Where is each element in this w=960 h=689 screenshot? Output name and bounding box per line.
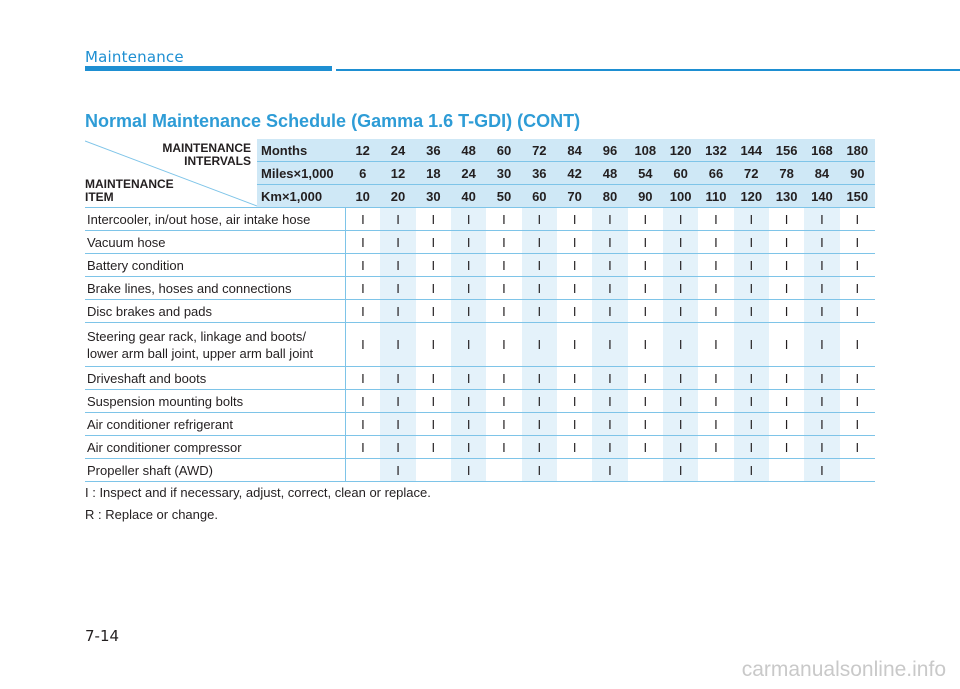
schedule-mark: I xyxy=(380,436,415,459)
schedule-mark: I xyxy=(628,323,663,367)
schedule-mark: I xyxy=(416,300,451,323)
schedule-mark: I xyxy=(451,254,486,277)
schedule-mark: I xyxy=(769,231,804,254)
schedule-mark xyxy=(698,459,733,482)
schedule-mark: I xyxy=(380,390,415,413)
schedule-mark: I xyxy=(592,208,627,231)
schedule-mark: I xyxy=(592,413,627,436)
schedule-mark: I xyxy=(628,277,663,300)
schedule-mark: I xyxy=(628,231,663,254)
schedule-mark: I xyxy=(804,413,839,436)
schedule-mark: I xyxy=(804,300,839,323)
interval-value: 50 xyxy=(486,185,521,208)
schedule-mark: I xyxy=(628,208,663,231)
schedule-mark: I xyxy=(628,390,663,413)
legend-note-inspect: I : Inspect and if necessary, adjust, correct, clean or replace. xyxy=(85,485,431,500)
schedule-mark: I xyxy=(345,277,380,300)
schedule-mark: I xyxy=(486,323,521,367)
corner-item-line: MAINTENANCE xyxy=(85,177,174,191)
maintenance-item-row xyxy=(85,254,875,277)
schedule-mark: I xyxy=(486,277,521,300)
schedule-mark: I xyxy=(698,413,733,436)
schedule-mark: I xyxy=(451,459,486,482)
schedule-mark: I xyxy=(486,254,521,277)
interval-value: 30 xyxy=(486,162,521,185)
schedule-mark: I xyxy=(663,208,698,231)
schedule-mark: I xyxy=(486,436,521,459)
interval-value: 60 xyxy=(522,185,557,208)
schedule-mark: I xyxy=(451,390,486,413)
interval-value: 12 xyxy=(345,139,380,162)
schedule-mark: I xyxy=(734,436,769,459)
maintenance-item-name: Driveshaft and boots xyxy=(85,367,345,390)
header-rule-thin xyxy=(336,69,960,71)
schedule-mark: I xyxy=(557,413,592,436)
interval-value: 42 xyxy=(557,162,592,185)
schedule-mark: I xyxy=(522,413,557,436)
schedule-mark: I xyxy=(486,390,521,413)
interval-value: 144 xyxy=(734,139,769,162)
schedule-mark: I xyxy=(734,367,769,390)
maintenance-item-row xyxy=(85,277,875,300)
schedule-mark: I xyxy=(557,208,592,231)
interval-value: 90 xyxy=(840,162,875,185)
header-corner-cell xyxy=(85,139,257,208)
interval-unit-label: Km×1,000 xyxy=(257,185,345,208)
interval-header-row xyxy=(85,139,875,162)
interval-value: 60 xyxy=(663,162,698,185)
schedule-mark: I xyxy=(345,367,380,390)
schedule-mark: I xyxy=(451,277,486,300)
schedule-mark: I xyxy=(734,254,769,277)
schedule-mark: I xyxy=(840,300,875,323)
schedule-mark: I xyxy=(486,413,521,436)
schedule-mark: I xyxy=(840,436,875,459)
schedule-mark: I xyxy=(663,459,698,482)
schedule-mark: I xyxy=(451,413,486,436)
schedule-mark xyxy=(840,459,875,482)
interval-value: 24 xyxy=(380,139,415,162)
schedule-mark: I xyxy=(628,254,663,277)
schedule-mark: I xyxy=(769,436,804,459)
schedule-mark: I xyxy=(345,231,380,254)
interval-value: 70 xyxy=(557,185,592,208)
interval-unit-label: Months xyxy=(257,139,345,162)
schedule-mark: I xyxy=(698,208,733,231)
schedule-mark: I xyxy=(486,300,521,323)
schedule-mark: I xyxy=(416,208,451,231)
schedule-mark: I xyxy=(663,390,698,413)
maintenance-item-name: Air conditioner refrigerant xyxy=(85,413,345,436)
schedule-mark: I xyxy=(698,300,733,323)
maintenance-item-name: Battery condition xyxy=(85,254,345,277)
maintenance-item-row xyxy=(85,323,875,367)
schedule-mark: I xyxy=(628,367,663,390)
interval-value: 36 xyxy=(522,162,557,185)
corner-intervals-line: MAINTENANCE xyxy=(162,141,252,155)
interval-value: 12 xyxy=(380,162,415,185)
maintenance-schedule-table xyxy=(85,139,875,482)
schedule-mark: I xyxy=(380,208,415,231)
schedule-title: Normal Maintenance Schedule (Gamma 1.6 T-GDI) (CONT) xyxy=(85,111,581,131)
schedule-mark: I xyxy=(804,231,839,254)
maintenance-item-row xyxy=(85,208,875,231)
corner-intervals-label xyxy=(162,142,251,168)
schedule-mark xyxy=(486,459,521,482)
schedule-mark: I xyxy=(380,367,415,390)
maintenance-item-name: Steering gear rack, linkage and boots/ lower arm ball joint, upper arm ball joint xyxy=(85,323,345,367)
schedule-mark: I xyxy=(380,254,415,277)
schedule-mark: I xyxy=(804,390,839,413)
interval-value: 54 xyxy=(628,162,663,185)
interval-value: 36 xyxy=(416,139,451,162)
schedule-mark: I xyxy=(734,300,769,323)
interval-value: 48 xyxy=(451,139,486,162)
schedule-mark: I xyxy=(557,323,592,367)
schedule-mark xyxy=(416,459,451,482)
interval-value: 90 xyxy=(628,185,663,208)
schedule-mark: I xyxy=(451,300,486,323)
schedule-mark: I xyxy=(380,277,415,300)
schedule-mark: I xyxy=(663,254,698,277)
interval-value: 10 xyxy=(345,185,380,208)
schedule-mark: I xyxy=(804,459,839,482)
schedule-mark: I xyxy=(522,254,557,277)
schedule-mark: I xyxy=(557,231,592,254)
schedule-mark: I xyxy=(345,413,380,436)
schedule-mark: I xyxy=(663,323,698,367)
schedule-mark: I xyxy=(557,436,592,459)
interval-value: 180 xyxy=(840,139,875,162)
schedule-mark: I xyxy=(734,277,769,300)
schedule-mark: I xyxy=(804,277,839,300)
schedule-mark: I xyxy=(557,300,592,323)
maintenance-item-name: Propeller shaft (AWD) xyxy=(85,459,345,482)
interval-value: 72 xyxy=(734,162,769,185)
interval-value: 66 xyxy=(698,162,733,185)
schedule-mark: I xyxy=(734,459,769,482)
schedule-mark: I xyxy=(416,367,451,390)
schedule-mark: I xyxy=(769,277,804,300)
interval-value: 156 xyxy=(769,139,804,162)
schedule-mark: I xyxy=(380,231,415,254)
interval-value: 48 xyxy=(592,162,627,185)
schedule-mark: I xyxy=(557,277,592,300)
schedule-mark: I xyxy=(769,300,804,323)
interval-value: 60 xyxy=(486,139,521,162)
schedule-mark: I xyxy=(345,323,380,367)
schedule-mark: I xyxy=(769,323,804,367)
schedule-mark: I xyxy=(557,390,592,413)
maintenance-item-name: Vacuum hose xyxy=(85,231,345,254)
maintenance-item-name: Brake lines, hoses and connections xyxy=(85,277,345,300)
interval-value: 120 xyxy=(734,185,769,208)
schedule-mark: I xyxy=(592,459,627,482)
schedule-mark: I xyxy=(663,231,698,254)
schedule-mark: I xyxy=(345,208,380,231)
schedule-mark: I xyxy=(451,367,486,390)
schedule-mark: I xyxy=(592,436,627,459)
schedule-mark: I xyxy=(592,390,627,413)
schedule-mark: I xyxy=(451,231,486,254)
interval-value: 80 xyxy=(592,185,627,208)
schedule-mark: I xyxy=(840,231,875,254)
schedule-mark xyxy=(345,459,380,482)
interval-value: 100 xyxy=(663,185,698,208)
schedule-mark: I xyxy=(734,323,769,367)
schedule-mark: I xyxy=(592,367,627,390)
schedule-mark: I xyxy=(345,300,380,323)
schedule-mark: I xyxy=(804,208,839,231)
maintenance-item-row xyxy=(85,367,875,390)
schedule-mark: I xyxy=(840,390,875,413)
schedule-mark: I xyxy=(451,208,486,231)
schedule-mark: I xyxy=(663,277,698,300)
schedule-body xyxy=(85,139,875,482)
schedule-mark: I xyxy=(698,323,733,367)
corner-item-label xyxy=(85,178,174,204)
schedule-mark: I xyxy=(840,367,875,390)
schedule-mark: I xyxy=(345,436,380,459)
schedule-mark: I xyxy=(451,323,486,367)
schedule-mark: I xyxy=(416,277,451,300)
schedule-mark: I xyxy=(840,323,875,367)
interval-value: 72 xyxy=(522,139,557,162)
schedule-mark: I xyxy=(663,367,698,390)
schedule-mark: I xyxy=(345,390,380,413)
schedule-mark: I xyxy=(416,231,451,254)
schedule-mark: I xyxy=(522,323,557,367)
schedule-mark: I xyxy=(592,277,627,300)
schedule-mark: I xyxy=(416,390,451,413)
interval-value: 96 xyxy=(592,139,627,162)
section-label: Maintenance xyxy=(85,48,184,66)
schedule-mark: I xyxy=(698,277,733,300)
schedule-mark: I xyxy=(769,254,804,277)
interval-value: 168 xyxy=(804,139,839,162)
maintenance-item-row xyxy=(85,390,875,413)
interval-value: 30 xyxy=(416,185,451,208)
interval-value: 132 xyxy=(698,139,733,162)
schedule-mark: I xyxy=(522,277,557,300)
schedule-mark: I xyxy=(592,231,627,254)
schedule-mark: I xyxy=(804,323,839,367)
schedule-mark: I xyxy=(734,413,769,436)
schedule-mark: I xyxy=(592,323,627,367)
schedule-mark: I xyxy=(451,436,486,459)
maintenance-item-name: Intercooler, in/out hose, air intake hose xyxy=(85,208,345,231)
maintenance-item-name: Air conditioner compressor xyxy=(85,436,345,459)
header-rule-thick xyxy=(85,66,332,71)
schedule-mark: I xyxy=(840,413,875,436)
corner-intervals-line: INTERVALS xyxy=(184,154,252,168)
schedule-mark: I xyxy=(698,390,733,413)
schedule-mark: I xyxy=(416,323,451,367)
schedule-mark: I xyxy=(522,300,557,323)
maintenance-item-row xyxy=(85,231,875,254)
schedule-mark: I xyxy=(840,254,875,277)
schedule-mark: I xyxy=(734,208,769,231)
interval-value: 110 xyxy=(698,185,733,208)
corner-item-line: ITEM xyxy=(85,190,114,204)
schedule-mark: I xyxy=(628,300,663,323)
interval-value: 78 xyxy=(769,162,804,185)
schedule-mark: I xyxy=(734,231,769,254)
schedule-mark: I xyxy=(416,254,451,277)
schedule-mark: I xyxy=(804,254,839,277)
schedule-mark: I xyxy=(698,436,733,459)
interval-value: 130 xyxy=(769,185,804,208)
schedule-mark: I xyxy=(628,436,663,459)
schedule-mark: I xyxy=(698,367,733,390)
schedule-mark: I xyxy=(628,413,663,436)
schedule-mark: I xyxy=(698,254,733,277)
schedule-mark: I xyxy=(522,231,557,254)
legend-notes xyxy=(85,482,431,526)
interval-value: 108 xyxy=(628,139,663,162)
schedule-mark: I xyxy=(557,367,592,390)
interval-value: 140 xyxy=(804,185,839,208)
maintenance-item-row xyxy=(85,413,875,436)
watermark: carmanualsonline.info xyxy=(741,658,946,681)
maintenance-item-row xyxy=(85,459,875,482)
schedule-mark xyxy=(628,459,663,482)
interval-unit-label: Miles×1,000 xyxy=(257,162,345,185)
schedule-mark: I xyxy=(592,254,627,277)
schedule-mark: I xyxy=(522,390,557,413)
schedule-mark: I xyxy=(840,277,875,300)
schedule-mark: I xyxy=(557,254,592,277)
schedule-mark: I xyxy=(663,436,698,459)
interval-value: 6 xyxy=(345,162,380,185)
schedule-mark: I xyxy=(804,367,839,390)
maintenance-item-name: Suspension mounting bolts xyxy=(85,390,345,413)
schedule-mark: I xyxy=(769,390,804,413)
schedule-mark: I xyxy=(522,459,557,482)
interval-value: 150 xyxy=(840,185,875,208)
interval-value: 18 xyxy=(416,162,451,185)
schedule-mark: I xyxy=(416,436,451,459)
schedule-mark: I xyxy=(592,300,627,323)
schedule-mark: I xyxy=(380,323,415,367)
schedule-mark: I xyxy=(486,231,521,254)
schedule-mark: I xyxy=(345,254,380,277)
interval-value: 84 xyxy=(804,162,839,185)
schedule-mark: I xyxy=(663,300,698,323)
schedule-mark: I xyxy=(663,413,698,436)
maintenance-item-row xyxy=(85,436,875,459)
interval-value: 84 xyxy=(557,139,592,162)
schedule-mark: I xyxy=(486,208,521,231)
page-number: 7-14 xyxy=(85,627,120,645)
interval-value: 20 xyxy=(380,185,415,208)
interval-value: 24 xyxy=(451,162,486,185)
interval-value: 40 xyxy=(451,185,486,208)
schedule-mark: I xyxy=(486,367,521,390)
schedule-mark: I xyxy=(416,413,451,436)
schedule-mark: I xyxy=(522,208,557,231)
schedule-mark: I xyxy=(769,208,804,231)
schedule-mark: I xyxy=(769,367,804,390)
schedule-mark: I xyxy=(522,436,557,459)
interval-value: 120 xyxy=(663,139,698,162)
schedule-mark: I xyxy=(734,390,769,413)
schedule-mark xyxy=(769,459,804,482)
schedule-mark: I xyxy=(380,459,415,482)
schedule-mark: I xyxy=(522,367,557,390)
schedule-mark: I xyxy=(769,413,804,436)
schedule-mark xyxy=(557,459,592,482)
schedule-mark: I xyxy=(380,413,415,436)
schedule-mark: I xyxy=(380,300,415,323)
schedule-mark: I xyxy=(698,231,733,254)
schedule-mark: I xyxy=(840,208,875,231)
maintenance-item-row xyxy=(85,300,875,323)
maintenance-item-name: Disc brakes and pads xyxy=(85,300,345,323)
legend-note-replace: R : Replace or change. xyxy=(85,507,218,522)
schedule-mark: I xyxy=(804,436,839,459)
